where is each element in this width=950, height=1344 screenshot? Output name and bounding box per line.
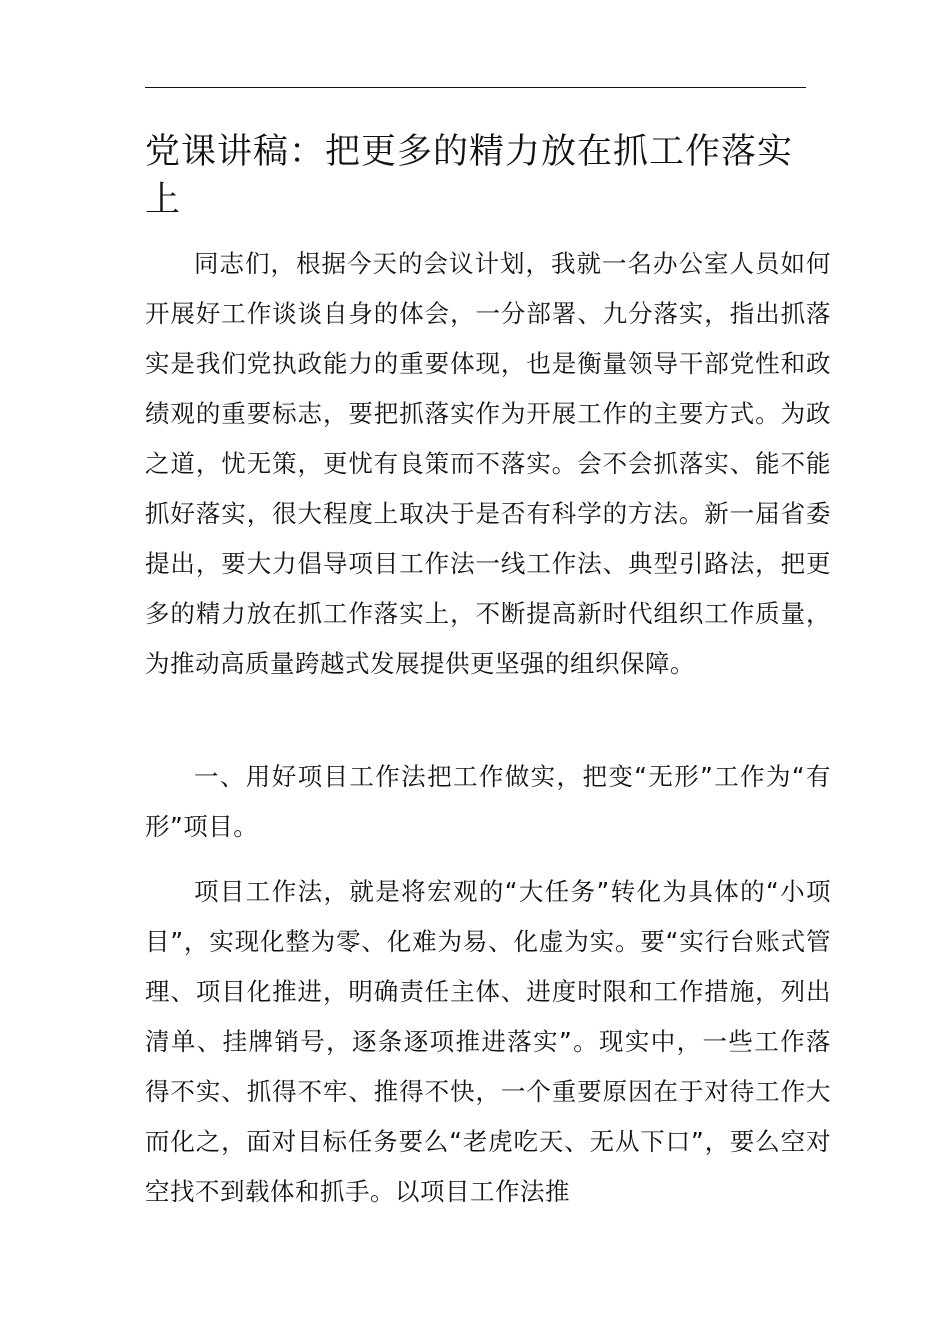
document-title: 党课讲稿：把更多的精力放在抓工作落实上 [145, 132, 794, 220]
header-rule [145, 87, 806, 88]
paragraph-intro: 同志们，根据今天的会议计划，我就一名办公室人员如何开展好工作谈谈自身的体会，一分部署、九分落实，指出抓落实是我们党执政能力的重要体现，也是衡量领导干部党性和政绩观的重要标志，要把抓落实作为开展工作的主要方式。为政之道，忧无策，更忧有良策而不落实。会不会抓落实、能不能抓好落实，很大程度上取决于是否有科学的方法。新一届省委提出，要大力倡导项目工作法一线工作法、典型引路法，把更多的精力放在抓工作落实上，不断提高新时代组织工作质量，为推动高质量跨越式发展提供更坚强的组织保障。 [145, 249, 831, 678]
paragraph-project-method: 项目工作法，就是将宏观的“大任务”转化为具体的“小项目”，实现化整为零、化难为易、化虚为实。要“实行台账式管理、项目化推进，明确责任主体、进度时限和工作措施，列出清单、挂牌销号，逐条逐项推进落实”。现实中，一些工作落得不实、抓得不牢、推得不快，一个重要原因在于对待工作大而化之，面对目标任务要么“老虎吃天、无从下口”，要么空对空找不到载体和抓手。以项目工作法推 [145, 877, 831, 1206]
paragraph-section-heading: 一、用好项目工作法把工作做实，把变“无形”工作为“有形”项目。 [145, 762, 831, 841]
